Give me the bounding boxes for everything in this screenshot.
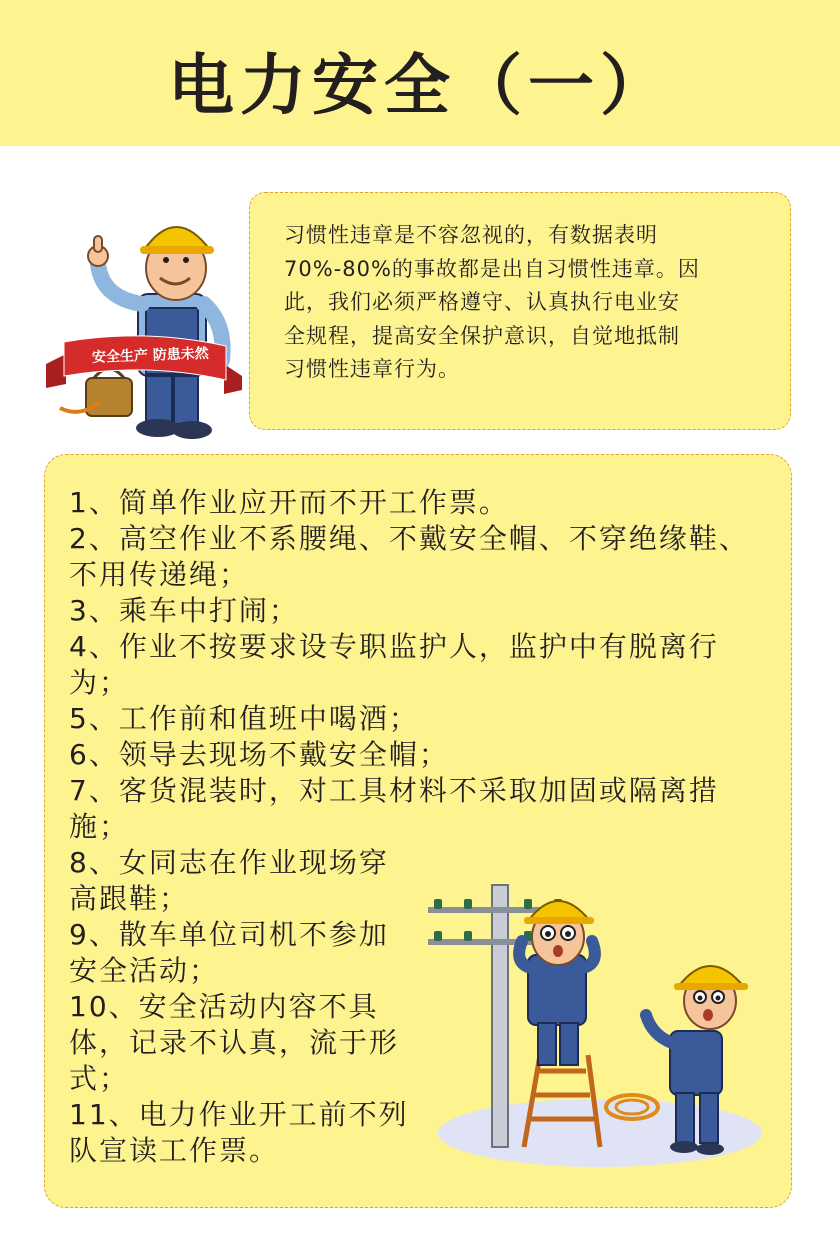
rule-item: 6、领导去现场不戴安全帽； [69, 738, 449, 771]
rule-item: 9、散车单位司机不参加安全活动； [69, 918, 389, 987]
rule-item: 10、安全活动内容不具体，记录不认真，流于形式； [69, 990, 400, 1095]
intro-line: 全规程，提高安全保护意识，自觉地抵制 [284, 323, 680, 348]
banner-text: 安全生产 防患未然 [91, 345, 210, 366]
rule-item: 4、作业不按要求设专职监护人，监护中有脱离行为； [69, 630, 719, 699]
intro-panel [249, 192, 791, 430]
electricians-pole-illustration [420, 875, 770, 1175]
worker-thumbs-up-illustration [46, 208, 242, 448]
rule-item: 7、客货混装时，对工具材料不采取加固或隔离措施； [69, 774, 719, 843]
intro-line: 70%-80%的事故都是出自习惯性违章。因 [284, 256, 700, 281]
rule-item: 11、电力作业开工前不列队宣读工作票。 [69, 1098, 409, 1167]
header-band [0, 0, 840, 146]
rule-item: 8、女同志在作业现场穿高跟鞋； [69, 846, 389, 915]
intro-line: 此，我们必须严格遵守、认真执行电业安 [284, 290, 680, 314]
rule-item: 5、工作前和值班中喝酒； [69, 702, 419, 735]
intro-line: 习惯性违章行为。 [284, 357, 460, 381]
intro-line: 习惯性违章是不容忽视的，有数据表明 [284, 223, 658, 247]
rule-item: 3、乘车中打闹； [69, 594, 299, 627]
rule-item: 2、高空作业不系腰绳、不戴安全帽、不穿绝缘鞋、不用传递绳； [69, 522, 749, 591]
page-title: 电力安全（一） [168, 47, 672, 124]
rule-item: 1、简单作业应开而不开工作票。 [69, 486, 509, 519]
intro-paragraph [284, 219, 764, 387]
